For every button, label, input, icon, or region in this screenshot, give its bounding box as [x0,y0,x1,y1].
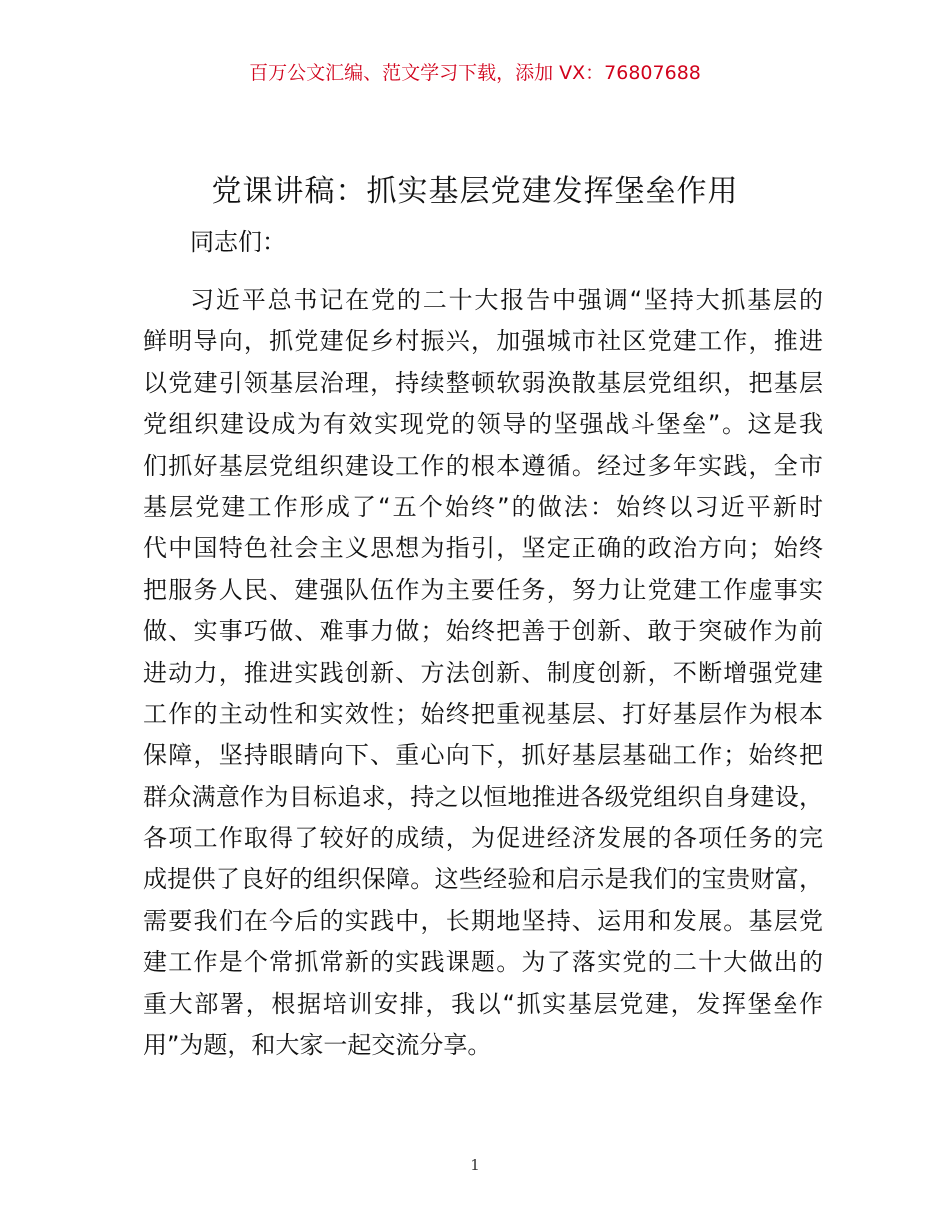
paragraph-line: 各项工作取得了较好的成绩，为促进经济发展的各项任务的完 [143,824,823,853]
salutation: 同志们： [190,228,286,256]
paragraph-line: 保障，坚持眼睛向下、重心向下，抓好基层基础工作；始终把 [143,741,823,770]
paragraph-line: 工作的主动性和实效性；始终把重视基层、打好基层作为根本 [143,699,823,728]
paragraph-line: 把服务人民、建强队伍作为主要任务，努力让党建工作虚事实 [143,575,823,604]
paragraph-line: 做、实事巧做、难事力做；始终把善于创新、敢于突破作为前 [143,617,823,646]
paragraph-line: 党组织建设成为有效实现党的领导的坚强战斗堡垒”。这是我 [143,410,823,439]
paragraph-line: 习近平总书记在党的二十大报告中强调“坚持大抓基层的 [190,286,823,314]
paragraph-line: 重大部署，根据培训安排，我以“抓实基层党建，发挥堡垒作 [143,989,823,1018]
document-title: 党课讲稿：抓实基层党建发挥堡垒作用 [211,174,739,209]
header-watermark: 百万公文汇编、范文学习下载，添加 VX：76807688 [249,62,701,84]
paragraph-line: 成提供了良好的组织保障。这些经验和启示是我们的宝贵财富， [143,865,823,894]
page-number: 1 [470,1156,480,1174]
paragraph-line: 建工作是个常抓常新的实践课题。为了落实党的二十大做出的 [143,948,823,977]
paragraph-line: 基层党建工作形成了“五个始终”的做法：始终以习近平新时 [143,492,823,521]
paragraph-line: 群众满意作为目标追求，持之以恒地推进各级党组织自身建设， [143,782,823,811]
paragraph-line: 用”为题，和大家一起交流分享。 [143,1031,492,1060]
paragraph-line: 以党建引领基层治理，持续整顿软弱涣散基层党组织，把基层 [143,368,823,397]
paragraph-line: 代中国特色社会主义思想为指引，坚定正确的政治方向；始终 [143,534,823,563]
paragraph-line: 们抓好基层党组织建设工作的根本遵循。经过多年实践，全市 [143,451,823,480]
paragraph-line: 需要我们在今后的实践中，长期地坚持、运用和发展。基层党 [143,906,823,935]
paragraph-line: 进动力，推进实践创新、方法创新、制度创新，不断增强党建 [143,658,823,687]
paragraph-line: 鲜明导向，抓党建促乡村振兴，加强城市社区党建工作，推进 [143,327,823,356]
body-paragraph [143,280,823,1066]
